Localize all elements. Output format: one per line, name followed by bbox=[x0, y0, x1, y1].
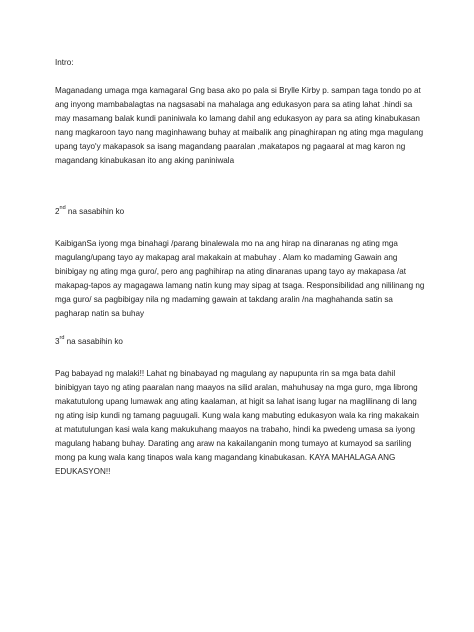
section2-heading bbox=[55, 205, 427, 219]
spacer bbox=[55, 321, 427, 335]
spacer bbox=[55, 219, 427, 237]
section3-heading bbox=[55, 335, 427, 349]
section3-heading-suffix: rd bbox=[59, 335, 65, 342]
intro-paragraph: Maganadang umaga mga kamagaral Gng basa ako po pala si Brylle Kirby p. sampan taga tondo po at ang inyong mambabalagtas na nagsasabi na mahalaga ang edukasyon para sa ating lahat .hindi sa may masamang balak kundi paniniwala ko lamang dahil ang edukasyon ay para sa ating kinabukasan nang magkaroon tayo nang maginhawang buhay at maibalik ang pinaghirapan ng ating mga magulang upang tayo'y makapasok sa isang magandang paaralan ,makatapos ng pagaaral at mag karon ng magandang kinabukasan ito ang aking paniniwala bbox=[55, 86, 424, 165]
spacer bbox=[55, 70, 427, 84]
spacer bbox=[55, 191, 427, 205]
section2-heading-number: 2 bbox=[55, 207, 60, 216]
spacer bbox=[55, 168, 427, 191]
section2-paragraph: KaibiganSa iyong mga binahagi /parang binalewala mo na ang hirap na dinaranas ng ating mga magulang/upang tayo ay makapag aral makakain at mabuhay . Alam ko madaming Gawain ang binibigay ng ating mga guro/, pero ang paghihirap na ating dinaranas upang tayo ay makapasa /at makapag-tapos ay magagawa lamang natin kung may sipag at tsaga. Responsibilidad ang nililinang ng mga guro/ sa pagbibigay nila ng madaming gawain at takdang aralin /na maghahanda satin sa pagharap natin sa buhay bbox=[55, 239, 425, 318]
section3-paragraph: Pag babayad ng malaki!! Lahat ng binabayad ng magulang ay napupunta rin sa mga bata dahil binibigyan tayo ng ating paaralan nang maayos na silid aralan, mahuhusay na mga guro, mga librong makatutulong upang lumawak ang ating kaalaman, at higit sa lahat isang lugar na maglilinang di lang ng ating isip kundi ng tamang paguugali. Kung wala kang mabuting edukasyon wala ka ring makakain at matutulungan kasi wala kang makukuhang maayos na trabaho, hindi ka pwedeng umasa sa iyong magulang habang buhay. Darating ang araw na kakailanganin mong tumayo at kumayod sa sariling mong pa kung wala kang tinapos wala kang magandang kinabukasan. KAYA MAHALAGA ANG EDUKASYON!! bbox=[55, 369, 420, 476]
section3-heading-number: 3 bbox=[55, 337, 60, 346]
section2-heading-suffix: nd bbox=[59, 205, 66, 212]
section3-heading-text: na sasabihin ko bbox=[64, 337, 123, 346]
document-body bbox=[55, 56, 427, 479]
section2-heading-text: na sasabihin ko bbox=[65, 207, 125, 216]
spacer bbox=[55, 349, 427, 367]
intro-heading: Intro: bbox=[55, 58, 74, 67]
